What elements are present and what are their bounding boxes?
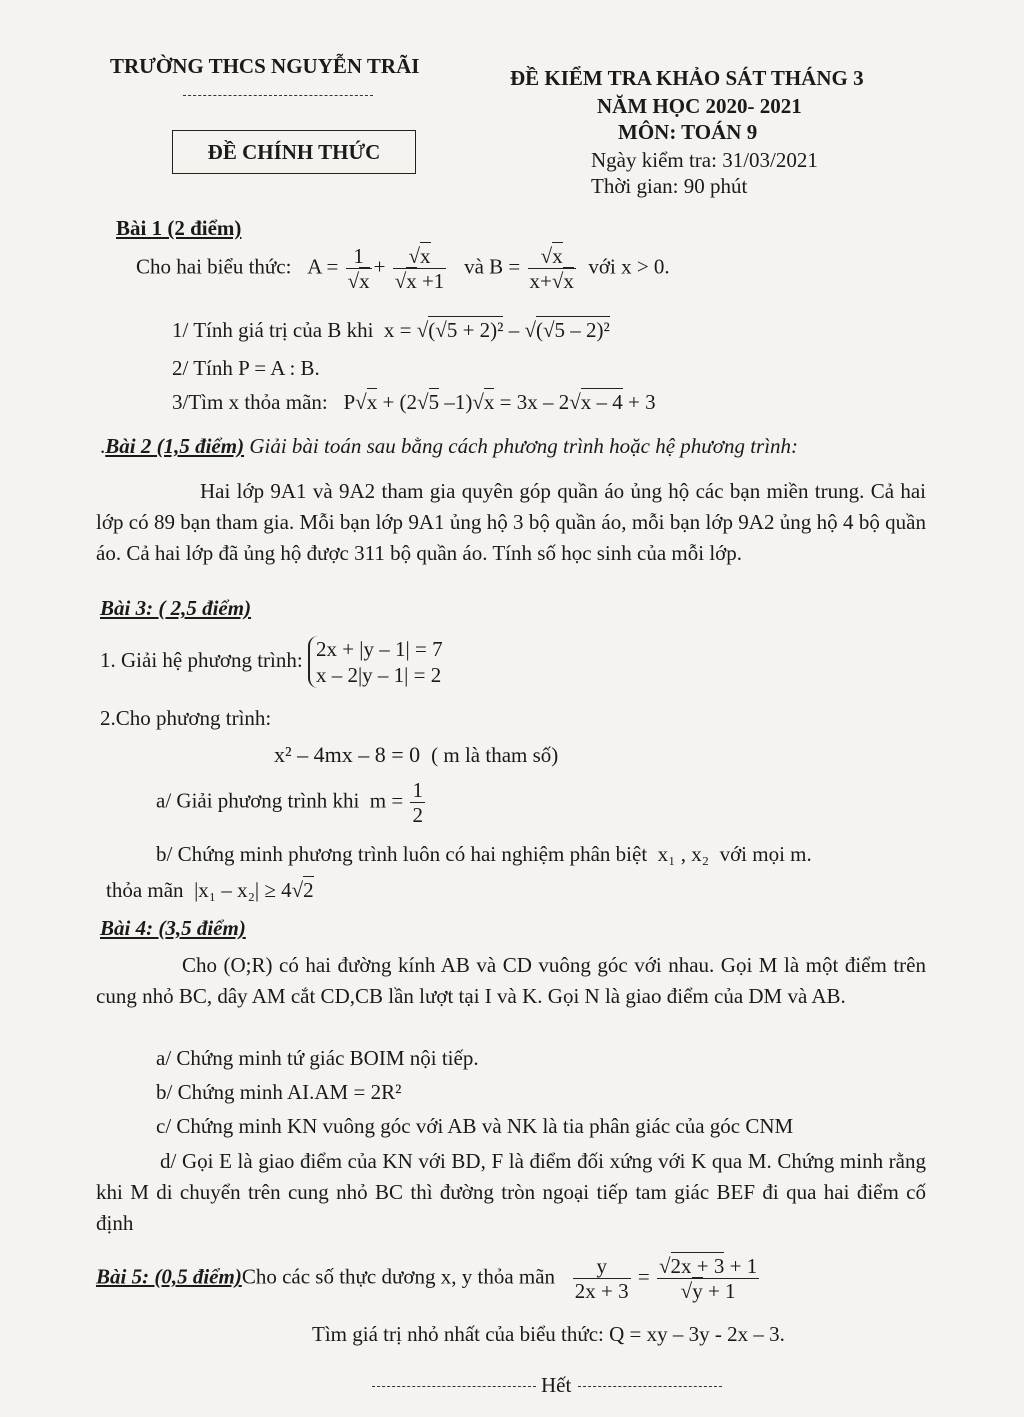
footer-end: Hết — [541, 1373, 572, 1397]
exam-date: Ngày kiểm tra: 31/03/2021 — [591, 148, 818, 172]
bai2-body: Hai lớp 9A1 và 9A2 tham gia quyên góp quần áo ủng hộ các bạn miền trung. Cả hai lớp có 89 bạn tham gia. Mỗi bạn lớp 9A1 ủng hộ 3 bộ quần áo, mỗi bạn lớp 9A2 ủng hộ 4 bộ quần áo. Cả hai lớp đã ủng hộ được 311 bộ quần áo. Tính số học sinh của mỗi lớp. — [96, 479, 926, 565]
bai3-q1-text: 1. Giải hệ phương trình: — [100, 647, 303, 672]
bai3-q2: 2.Cho phương trình: — [100, 706, 272, 730]
frac-y: $\frac{y}{2x + 3}$ — [574, 1254, 629, 1304]
frac-rhs: $\frac{√2x + 3 + 1}{√y + 1}$ — [658, 1254, 758, 1304]
bai3-qb: b/ Chứng minh phương trình luôn có hai nghiệm phân biệt x₁ , x₂ với mọi m. — [156, 842, 812, 866]
bai2-heading: Bài 2 (1,5 điểm) — [105, 434, 245, 458]
bai5-intro: Cho các số thực dương x, y thỏa mãn — [241, 1264, 556, 1289]
bai5-heading: Bài 5: (0,5 điểm) — [96, 1264, 242, 1289]
bai1-expressions: Cho hai biểu thức: A = $\frac{1}{√x}$ + $\frac{√x}{√x +1}$ và B = $\frac{√x}{x+√x}$ với x > 0. — [136, 244, 670, 294]
bai1-and: và — [464, 254, 484, 279]
frac-a1: $\frac{1}{√x}$ — [347, 244, 370, 294]
footer-dash-left — [372, 1386, 536, 1387]
bai1-q3: 3/Tìm x thỏa mãn: P√x + (2√5 –1)√x = 3x – 2√x – 4 + 3 — [172, 390, 656, 414]
bai3-qb-tail: với mọi m. — [719, 842, 812, 866]
frac-b: $\frac{√x}{x+√x}$ — [529, 244, 574, 294]
bai3-qb2-text: thỏa mãn — [106, 878, 184, 902]
official-badge: ĐỀ CHÍNH THỨC — [172, 130, 416, 174]
bai1-q1-text: 1/ Tính giá trị của B khi — [172, 318, 374, 342]
bai5-line: Bài 5: (0,5 điểm)Cho các số thực dương x, y thỏa mãn $\frac{y}{2x + 3}$ = $\frac{√2x + 3 + 1}{√y + 1}$ — [96, 1254, 758, 1304]
bai1-q2: 2/ Tính P = A : B. — [172, 356, 320, 380]
bai4-qa: a/ Chứng minh tứ giác BOIM nội tiếp. — [156, 1046, 479, 1070]
bai1-q3-text: 3/Tìm x thỏa mãn: — [172, 390, 328, 414]
bai2-instruction: Giải bài toán sau bằng cách phương trình hoặc hệ phương trình: — [249, 434, 799, 458]
bai1-heading — [116, 216, 241, 241]
bai4-heading: Bài 4: (3,5 điểm) — [100, 916, 246, 940]
duration: Thời gian: 90 phút — [591, 174, 748, 198]
bai4-qb: b/ Chứng minh AI.AM = 2R² — [156, 1080, 402, 1104]
frac-m: $\frac{1}{2}$ — [412, 778, 423, 828]
bai3-qb-text: b/ Chứng minh phương trình luôn có hai nghiệm phân biệt — [156, 842, 648, 866]
footer-dash-right — [578, 1386, 722, 1387]
bai3-qa: a/ Giải phương trình khi m = $\frac{1}{2}$ — [156, 778, 423, 828]
bai1-intro: Cho hai biểu thức: — [136, 254, 292, 279]
bai4-intro: Cho (O;R) có hai đường kính AB và CD vuông góc với nhau. Gọi M là một điểm trên cung nhỏ BC, dây AM cắt CD,CB lần lượt tại I và K. Gọi N là giao điểm của DM và AB. — [96, 953, 926, 1008]
bai3-equation: x² – 4mx – 8 = 0 ( m là tham số) — [274, 742, 559, 767]
bai3-q1 — [100, 636, 443, 688]
bai5-find: Tìm giá trị nhỏ nhất của biểu thức: Q = xy – 3y - 2x – 3. — [312, 1322, 785, 1346]
exam-title: ĐỀ KIỂM TRA KHẢO SÁT THÁNG 3 — [510, 66, 864, 90]
bai1-q1: 1/ Tính giá trị của B khi x = √(√5 + 2)² – √(√5 – 2)² — [172, 318, 610, 342]
bai2-heading-line: .Bài 2 (1,5 điểm) Giải bài toán sau bằng cách phương trình hoặc hệ phương trình: — [100, 434, 799, 458]
bai3-param: ( m là tham số) — [431, 743, 559, 767]
school-year: NĂM HỌC 2020- 2021 — [597, 94, 802, 118]
subject: MÔN: TOÁN 9 — [618, 120, 758, 144]
bai4-qc: c/ Chứng minh KN vuông góc với AB và NK là tia phân giác của góc CNM — [156, 1114, 794, 1138]
bai3-qa-text: a/ Giải phương trình khi — [156, 788, 360, 813]
school-name: TRƯỜNG THCS NGUYỄN TRÃI — [110, 54, 420, 78]
bai1-heading-text: Bài 1 (2 điểm) — [116, 216, 242, 240]
bai3-qb-cond: thỏa mãn |x₁ – x₂| ≥ 4√2 — [106, 878, 314, 902]
equation-system: 2x + |y – 1| = 7 x – 2|y – 1| = 2 — [308, 636, 443, 688]
school-underline — [183, 95, 373, 96]
frac-a2: $\frac{√x}{√x +1}$ — [394, 244, 445, 294]
bai1-cond: với x > 0. — [588, 254, 670, 279]
bai3-heading: Bài 3: ( 2,5 điểm) — [100, 596, 252, 620]
bai4-qd: d/ Gọi E là giao điểm của KN với BD, F là điểm đối xứng với K qua M. Chứng minh rằng khi M di chuyển trên cung nhỏ BC thì đường tròn ngoại tiếp tam giác BEF đi qua hai điểm cố định — [96, 1149, 926, 1235]
